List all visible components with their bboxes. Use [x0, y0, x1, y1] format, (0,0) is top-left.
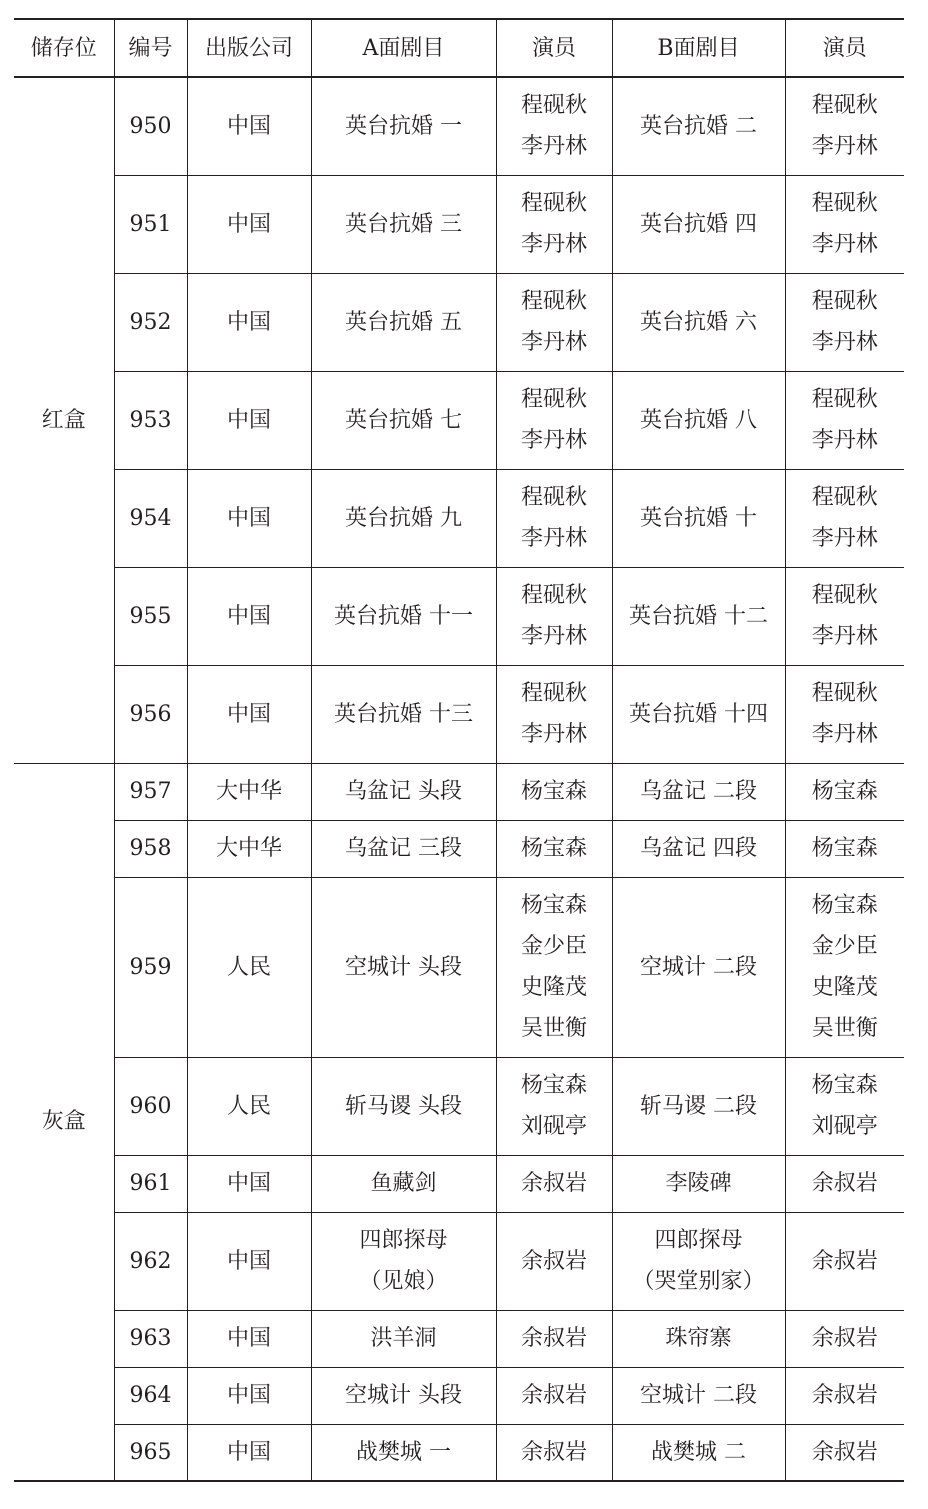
a-side-actors-cell — [496, 820, 612, 877]
publisher-cell: 中国 — [187, 1212, 311, 1310]
table-row — [14, 1155, 904, 1212]
b-side-title-cell-line: 空城计 二段 — [640, 1383, 757, 1408]
a-side-title-cell — [311, 469, 496, 567]
a-side-actors-cell — [496, 877, 612, 1057]
a-side-actors-cell — [496, 763, 612, 820]
a-side-actors-cell-line: 程砚秋 — [520, 93, 587, 119]
b-side-actors-cell-line: 李丹林 — [811, 722, 878, 747]
table-row — [14, 1212, 904, 1310]
b-side-title-cell-line: 英台抗婚 四 — [640, 211, 757, 237]
b-side-actors-cell-line: 杨宝森 — [811, 1073, 878, 1098]
b-side-actors-cell-line: 程砚秋 — [811, 583, 878, 608]
b-side-title-cell-line: （哭堂别家） — [632, 1269, 765, 1294]
publisher-cell: 中国 — [187, 175, 311, 273]
b-side-title-cell — [612, 1057, 785, 1155]
b-side-title-cell — [612, 1310, 785, 1367]
a-side-title-cell — [311, 1367, 496, 1424]
a-side-actors-cell-line: 李丹林 — [520, 624, 587, 649]
table-row — [14, 877, 904, 1057]
b-side-actors-cell-line: 程砚秋 — [811, 289, 878, 314]
b-side-actors-cell-line: 杨宝森 — [811, 779, 878, 804]
a-side-actors-cell — [496, 1155, 612, 1212]
b-side-actors-cell-line: 余叔岩 — [811, 1439, 878, 1465]
a-side-title-cell — [311, 77, 496, 175]
b-side-actors-cell — [785, 77, 904, 175]
a-side-actors-cell-line: 余叔岩 — [520, 1171, 587, 1196]
b-side-actors-cell — [785, 763, 904, 820]
record-number-cell: 950 — [114, 77, 187, 175]
a-side-actors-cell-line: 李丹林 — [520, 134, 587, 160]
record-number-cell: 964 — [114, 1367, 187, 1424]
record-number-cell: 965 — [114, 1424, 187, 1481]
a-side-title-cell-line: 乌盆记 头段 — [345, 779, 462, 804]
a-side-title-cell-line: 英台抗婚 九 — [345, 505, 462, 531]
b-side-actors-cell-line: 余叔岩 — [811, 1248, 878, 1274]
a-side-title-cell-line: 空城计 头段 — [345, 954, 462, 980]
record-number-cell: 961 — [114, 1155, 187, 1212]
b-side-title-cell-line: 李陵碑 — [665, 1171, 732, 1196]
record-number-cell: 952 — [114, 273, 187, 371]
a-side-actors-cell — [496, 1057, 612, 1155]
record-number-cell: 954 — [114, 469, 187, 567]
b-side-actors-cell-line: 杨宝森 — [811, 893, 878, 918]
b-side-actors-cell — [785, 1057, 904, 1155]
b-side-actors-cell — [785, 371, 904, 469]
a-side-actors-cell-line: 李丹林 — [520, 722, 587, 747]
a-side-actors-cell-line: 李丹林 — [520, 526, 587, 551]
b-side-title-cell-line: 英台抗婚 二 — [640, 113, 757, 139]
a-side-actors-cell-line: 余叔岩 — [520, 1248, 587, 1274]
b-side-title-cell-line: 英台抗婚 十四 — [629, 701, 768, 727]
b-side-actors-cell-line: 程砚秋 — [811, 191, 878, 216]
record-table — [14, 18, 904, 1482]
b-side-title-cell-line: 四郎探母 — [654, 1228, 743, 1253]
a-side-title-cell-line: （见娘） — [359, 1269, 448, 1294]
b-side-actors-cell — [785, 175, 904, 273]
b-side-actors-cell-line: 李丹林 — [811, 330, 878, 355]
b-side-title-cell — [612, 175, 785, 273]
b-side-title-cell — [612, 877, 785, 1057]
b-side-actors-cell-line: 刘砚亭 — [811, 1114, 878, 1139]
publisher-cell: 中国 — [187, 469, 311, 567]
header-number: 编号 — [114, 19, 187, 77]
a-side-actors-cell-line: 杨宝森 — [520, 893, 587, 918]
a-side-title-cell — [311, 1155, 496, 1212]
publisher-cell: 中国 — [187, 1310, 311, 1367]
a-side-actors-cell-line: 程砚秋 — [520, 191, 587, 216]
header-row — [14, 19, 904, 77]
a-side-actors-cell-line: 金少臣 — [520, 934, 587, 959]
record-number-cell: 962 — [114, 1212, 187, 1310]
header-a-title: A面剧目 — [311, 19, 496, 77]
a-side-actors-cell — [496, 273, 612, 371]
a-side-actors-cell — [496, 175, 612, 273]
a-side-title-cell — [311, 567, 496, 665]
a-side-actors-cell — [496, 77, 612, 175]
b-side-actors-cell — [785, 1424, 904, 1481]
a-side-actors-cell-line: 程砚秋 — [520, 387, 587, 412]
b-side-title-cell — [612, 1155, 785, 1212]
b-side-actors-cell-line: 李丹林 — [811, 526, 878, 551]
a-side-actors-cell-line: 吴世衡 — [520, 1016, 587, 1041]
b-side-actors-cell-line: 李丹林 — [811, 624, 878, 649]
header-publisher: 出版公司 — [187, 19, 311, 77]
b-side-actors-cell — [785, 1212, 904, 1310]
b-side-actors-cell — [785, 1155, 904, 1212]
a-side-title-cell-line: 英台抗婚 一 — [345, 113, 462, 139]
publisher-cell: 大中华 — [187, 820, 311, 877]
publisher-cell: 中国 — [187, 1367, 311, 1424]
table-body — [14, 77, 904, 1481]
record-number-cell: 956 — [114, 665, 187, 763]
b-side-title-cell-line: 珠帘寨 — [665, 1326, 732, 1351]
table-row — [14, 567, 904, 665]
b-side-actors-cell-line: 吴世衡 — [811, 1016, 878, 1041]
a-side-title-cell — [311, 1212, 496, 1310]
b-side-actors-cell-line: 程砚秋 — [811, 485, 878, 510]
a-side-title-cell — [311, 763, 496, 820]
a-side-title-cell-line: 四郎探母 — [359, 1228, 448, 1253]
b-side-actors-cell — [785, 469, 904, 567]
a-side-title-cell — [311, 820, 496, 877]
a-side-actors-cell-line: 杨宝森 — [520, 779, 587, 804]
a-side-title-cell — [311, 1424, 496, 1481]
a-side-actors-cell — [496, 1424, 612, 1481]
a-side-actors-cell — [496, 1212, 612, 1310]
b-side-actors-cell-line: 程砚秋 — [811, 681, 878, 706]
table-row — [14, 1057, 904, 1155]
a-side-title-cell — [311, 175, 496, 273]
b-side-title-cell — [612, 763, 785, 820]
a-side-title-cell-line: 鱼藏剑 — [370, 1171, 437, 1196]
a-side-actors-cell-line: 程砚秋 — [520, 289, 587, 314]
b-side-title-cell-line: 乌盆记 四段 — [640, 836, 757, 861]
table-row — [14, 1367, 904, 1424]
b-side-title-cell — [612, 567, 785, 665]
b-side-actors-cell — [785, 877, 904, 1057]
b-side-actors-cell — [785, 1310, 904, 1367]
header-b-actors: 演员 — [785, 19, 904, 77]
a-side-actors-cell — [496, 469, 612, 567]
b-side-title-cell-line: 战樊城 二 — [651, 1439, 746, 1465]
a-side-actors-cell — [496, 1367, 612, 1424]
publisher-cell: 中国 — [187, 371, 311, 469]
a-side-actors-cell — [496, 1310, 612, 1367]
a-side-actors-cell-line: 程砚秋 — [520, 485, 587, 510]
a-side-title-cell — [311, 1310, 496, 1367]
a-side-title-cell-line: 英台抗婚 五 — [345, 309, 462, 335]
b-side-actors-cell-line: 金少臣 — [811, 934, 878, 959]
b-side-actors-cell — [785, 1367, 904, 1424]
b-side-title-cell — [612, 1212, 785, 1310]
a-side-title-cell-line: 英台抗婚 七 — [345, 407, 462, 433]
b-side-title-cell-line: 英台抗婚 八 — [640, 407, 757, 433]
table-row — [14, 273, 904, 371]
a-side-actors-cell-line: 余叔岩 — [520, 1439, 587, 1465]
b-side-actors-cell-line: 李丹林 — [811, 232, 878, 257]
table-row — [14, 77, 904, 175]
a-side-actors-cell — [496, 665, 612, 763]
record-number-cell: 963 — [114, 1310, 187, 1367]
storage-location-cell: 灰盒 — [14, 763, 114, 1481]
a-side-actors-cell — [496, 371, 612, 469]
publisher-cell: 中国 — [187, 665, 311, 763]
b-side-title-cell — [612, 820, 785, 877]
a-side-actors-cell — [496, 567, 612, 665]
b-side-title-cell-line: 斩马谡 二段 — [640, 1093, 757, 1119]
record-number-cell: 951 — [114, 175, 187, 273]
b-side-title-cell-line: 英台抗婚 六 — [640, 309, 757, 335]
a-side-actors-cell-line: 程砚秋 — [520, 583, 587, 608]
a-side-title-cell-line: 洪羊洞 — [370, 1326, 437, 1351]
record-number-cell: 955 — [114, 567, 187, 665]
record-number-cell: 960 — [114, 1057, 187, 1155]
record-number-cell: 953 — [114, 371, 187, 469]
publisher-cell: 中国 — [187, 273, 311, 371]
header-a-actors: 演员 — [496, 19, 612, 77]
table-row — [14, 665, 904, 763]
a-side-title-cell-line: 乌盆记 三段 — [345, 836, 462, 861]
a-side-actors-cell-line: 李丹林 — [520, 428, 587, 453]
b-side-title-cell — [612, 273, 785, 371]
b-side-actors-cell-line: 余叔岩 — [811, 1383, 878, 1408]
b-side-actors-cell-line: 李丹林 — [811, 134, 878, 160]
b-side-actors-cell-line: 余叔岩 — [811, 1326, 878, 1351]
publisher-cell: 中国 — [187, 567, 311, 665]
a-side-actors-cell-line: 李丹林 — [520, 232, 587, 257]
b-side-actors-cell-line: 程砚秋 — [811, 93, 878, 119]
a-side-title-cell-line: 战樊城 一 — [356, 1439, 451, 1465]
a-side-title-cell — [311, 273, 496, 371]
publisher-cell: 大中华 — [187, 763, 311, 820]
a-side-title-cell — [311, 1057, 496, 1155]
b-side-actors-cell-line: 余叔岩 — [811, 1171, 878, 1196]
table-row — [14, 469, 904, 567]
a-side-actors-cell-line: 刘砚亭 — [520, 1114, 587, 1139]
b-side-actors-cell-line: 程砚秋 — [811, 387, 878, 412]
a-side-actors-cell-line: 余叔岩 — [520, 1326, 587, 1351]
b-side-actors-cell-line: 李丹林 — [811, 428, 878, 453]
b-side-title-cell — [612, 665, 785, 763]
b-side-title-cell — [612, 1367, 785, 1424]
b-side-actors-cell — [785, 273, 904, 371]
a-side-actors-cell-line: 李丹林 — [520, 330, 587, 355]
record-number-cell: 957 — [114, 763, 187, 820]
a-side-title-cell-line: 斩马谡 头段 — [345, 1093, 462, 1119]
a-side-actors-cell-line: 余叔岩 — [520, 1383, 587, 1408]
table-row — [14, 820, 904, 877]
b-side-actors-cell — [785, 820, 904, 877]
b-side-title-cell — [612, 1424, 785, 1481]
b-side-title-cell-line: 英台抗婚 十二 — [629, 603, 768, 629]
publisher-cell: 人民 — [187, 1057, 311, 1155]
b-side-title-cell — [612, 469, 785, 567]
record-catalog — [14, 18, 904, 1482]
b-side-actors-cell-line: 杨宝森 — [811, 836, 878, 861]
b-side-title-cell-line: 乌盆记 二段 — [640, 779, 757, 804]
header-b-title: B面剧目 — [612, 19, 785, 77]
publisher-cell: 人民 — [187, 877, 311, 1057]
table-row — [14, 371, 904, 469]
table-row — [14, 1310, 904, 1367]
publisher-cell: 中国 — [187, 77, 311, 175]
a-side-actors-cell-line: 杨宝森 — [520, 1073, 587, 1098]
storage-location-cell: 红盒 — [14, 77, 114, 763]
b-side-actors-cell-line: 史隆茂 — [811, 975, 878, 1000]
table-row — [14, 763, 904, 820]
a-side-actors-cell-line: 杨宝森 — [520, 836, 587, 861]
b-side-title-cell — [612, 77, 785, 175]
b-side-title-cell-line: 空城计 二段 — [640, 954, 757, 980]
table-row — [14, 175, 904, 273]
a-side-actors-cell-line: 程砚秋 — [520, 681, 587, 706]
b-side-actors-cell — [785, 665, 904, 763]
a-side-title-cell-line: 英台抗婚 十三 — [334, 701, 473, 727]
b-side-actors-cell — [785, 567, 904, 665]
publisher-cell: 中国 — [187, 1155, 311, 1212]
a-side-title-cell — [311, 665, 496, 763]
publisher-cell: 中国 — [187, 1424, 311, 1481]
record-number-cell: 959 — [114, 877, 187, 1057]
b-side-title-cell — [612, 371, 785, 469]
a-side-title-cell-line: 空城计 头段 — [345, 1383, 462, 1408]
a-side-title-cell — [311, 877, 496, 1057]
record-number-cell: 958 — [114, 820, 187, 877]
a-side-title-cell-line: 英台抗婚 十一 — [334, 603, 473, 629]
header-location: 储存位 — [14, 19, 114, 77]
a-side-title-cell-line: 英台抗婚 三 — [345, 211, 462, 237]
a-side-actors-cell-line: 史隆茂 — [520, 975, 587, 1000]
table-row — [14, 1424, 904, 1481]
b-side-title-cell-line: 英台抗婚 十 — [640, 505, 757, 531]
a-side-title-cell — [311, 371, 496, 469]
